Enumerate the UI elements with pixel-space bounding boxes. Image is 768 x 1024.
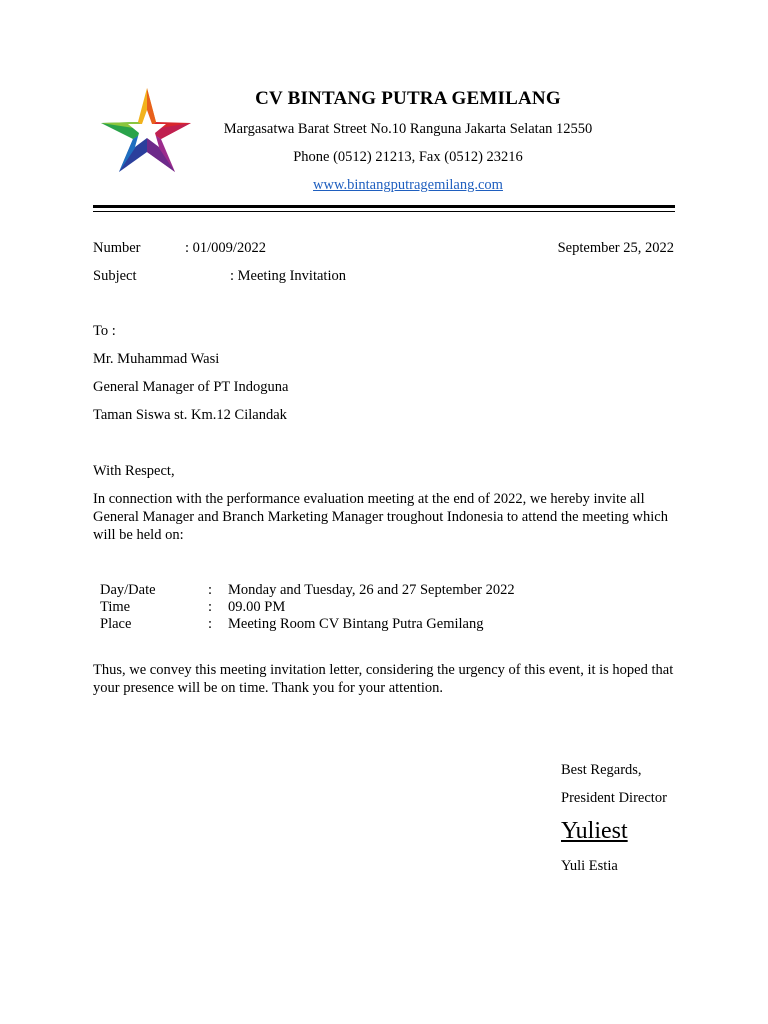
number-value: : 01/009/2022 (185, 240, 266, 256)
company-phone: Phone (0512) 21213, Fax (0512) 23216 (293, 149, 523, 165)
signer-title: President Director (561, 790, 667, 806)
regards: Best Regards, (561, 762, 642, 778)
detail-separator: : (208, 616, 213, 632)
signer-name: Yuli Estia (561, 858, 618, 874)
company-address: Margasatwa Barat Street No.10 Ranguna Jakarta Selatan 12550 (223, 121, 593, 137)
header-divider-thick (93, 205, 675, 208)
detail-separator: : (208, 599, 213, 615)
intro-paragraph: In connection with the performance evaluation meeting at the end of 2022, we hereby invite all General Manager and Branch Marketing Manager troughout Indonesia to attend the meeting which will be held on: (93, 491, 668, 543)
to-label: To : (93, 323, 116, 339)
detail-value: 09.00 PM (228, 599, 286, 615)
recipient-position: General Manager of PT Indoguna (93, 379, 289, 395)
company-website-link[interactable]: www.bintangputragemilang.com (313, 177, 503, 193)
detail-separator: : (208, 582, 213, 598)
header-divider-thin (93, 211, 675, 212)
detail-value: Meeting Room CV Bintang Putra Gemilang (228, 616, 484, 632)
subject-label: Subject (93, 268, 137, 284)
company-name: CV BINTANG PUTRA GEMILANG (255, 88, 561, 109)
detail-label: Place (100, 616, 132, 632)
handwritten-signature: Yuliest (561, 818, 628, 844)
detail-label: Time (100, 599, 131, 615)
closing-paragraph: Thus, we convey this meeting invitation letter, considering the urgency of this event, it is hoped that your presence will be on time. Thank you for your attention. (93, 662, 674, 696)
recipient-name: Mr. Muhammad Wasi (93, 351, 220, 367)
recipient-address: Taman Siswa st. Km.12 Cilandak (93, 407, 287, 423)
greeting: With Respect, (93, 463, 175, 479)
subject-value: : Meeting Invitation (230, 268, 346, 284)
letter-date: September 25, 2022 (557, 240, 674, 256)
detail-value: Monday and Tuesday, 26 and 27 September 2022 (228, 582, 515, 598)
detail-label: Day/Date (100, 582, 156, 598)
number-label: Number (93, 240, 141, 256)
